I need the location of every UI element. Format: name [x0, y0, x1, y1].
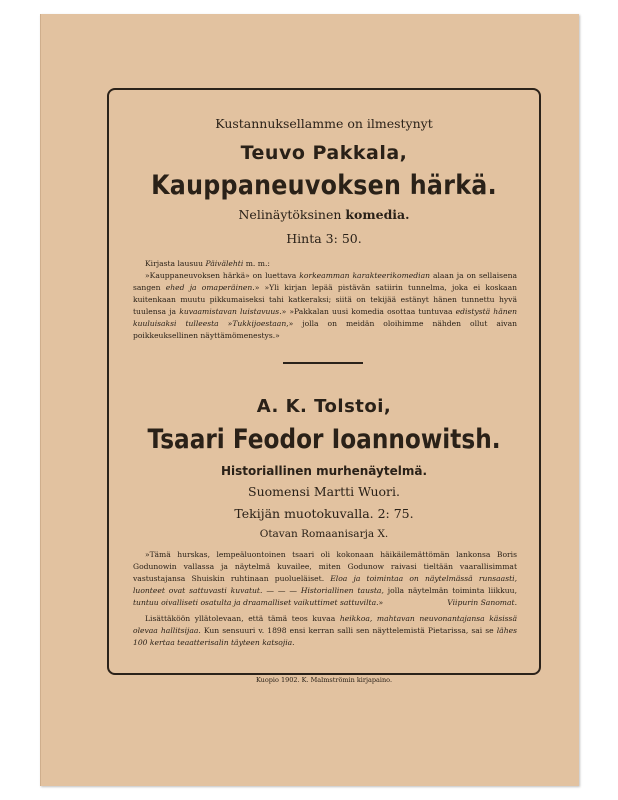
translator-line: Suomensi Martti Wuori.: [248, 484, 400, 499]
author-tolstoi: A. K. Tolstoi,: [256, 396, 392, 417]
title-kauppaneuvoksen-harka: Kauppaneuvoksen härkä.: [151, 170, 497, 201]
series-line: Otavan Romaanisarja X.: [259, 528, 389, 540]
title-tsaari-feodor: Tsaari Feodor Ioannowitsh.: [147, 424, 501, 455]
subtitle-komedia: Nelinäytöksinen komedia.: [238, 207, 410, 222]
price-1: Hinta 3: 50.: [286, 231, 362, 246]
author-pakkala: Teuvo Pakkala,: [240, 142, 408, 164]
divider-rule: [283, 362, 363, 364]
printer-footer: Kuopio 1902. K. Malmströmin kirjapaino.: [255, 676, 393, 684]
review-source: Viipurin Sanomat.: [447, 598, 517, 607]
price-2: Tekijän muotokuvalla. 2: 75.: [234, 506, 414, 521]
review-tolstoi: »Tämä hurskas, lempeäluontoinen tsaari oli kokonaan häikäilemättömän lankonsa Boris Godunowin vallassa ja näytelmä kuvailee, miten Godunow raivasi tieltään vaarallisimmat vastustajansa Shuiskin ruhtinaan puolueläiset. Eloa ja toimintaa on näytelmässä runsaasti, luonteet ovat sattuvasti kuvatut. — — — Historiallinen tausta, jolla näytelmän toiminta liikkuu, tuntuu oivalliseti osatulta ja draamalliset vaikuttimet sattuvilta.» Viipurin Sanomat. Lisättäköön yllätolevaan, että tämä teos kuvaa heikkoa, mahtavan neuvonantajansa käsissä olevaa hallitsijaa. Kun sensuuri v. 1898 ensi kerran salli sen näyttelemistä Pietarissa, sai se lähes 100 kertaa teaatterisalin täyteen katsojia.: [133, 550, 517, 647]
subtitle-murhenaytelma: Historiallinen murhenäytelmä.: [220, 464, 428, 478]
intro-line: Kustannuksellamme on ilmestynyt: [215, 116, 433, 131]
review-paivalehti: Kirjasta lausuu Päivälehti m. m.: »Kauppaneuvoksen härkä» on luettava korkeamman karakteerikomedian alaan ja on sellaisena sangen ehed ja omaperäinen.» »Yli kirjan lepää pistävän satiirin tunnelma, joka ei koskaan kuitenkaan muutu pikkumaiseksi tahi katkeraksi; siitä on tekijää estänyt hänen tunnettu hyvä tuulensa ja kuvaamistavan luistavuus.» »Pakkalan uusi komedia osottaa tuntuvaa edistystä hänen kuuluisaksi tulleesta »Tukkijoestaan,» jolla on meidän oloihimme nähden ollut aivan poikkeuksellinen näyttämömenestys.»: [133, 259, 517, 340]
